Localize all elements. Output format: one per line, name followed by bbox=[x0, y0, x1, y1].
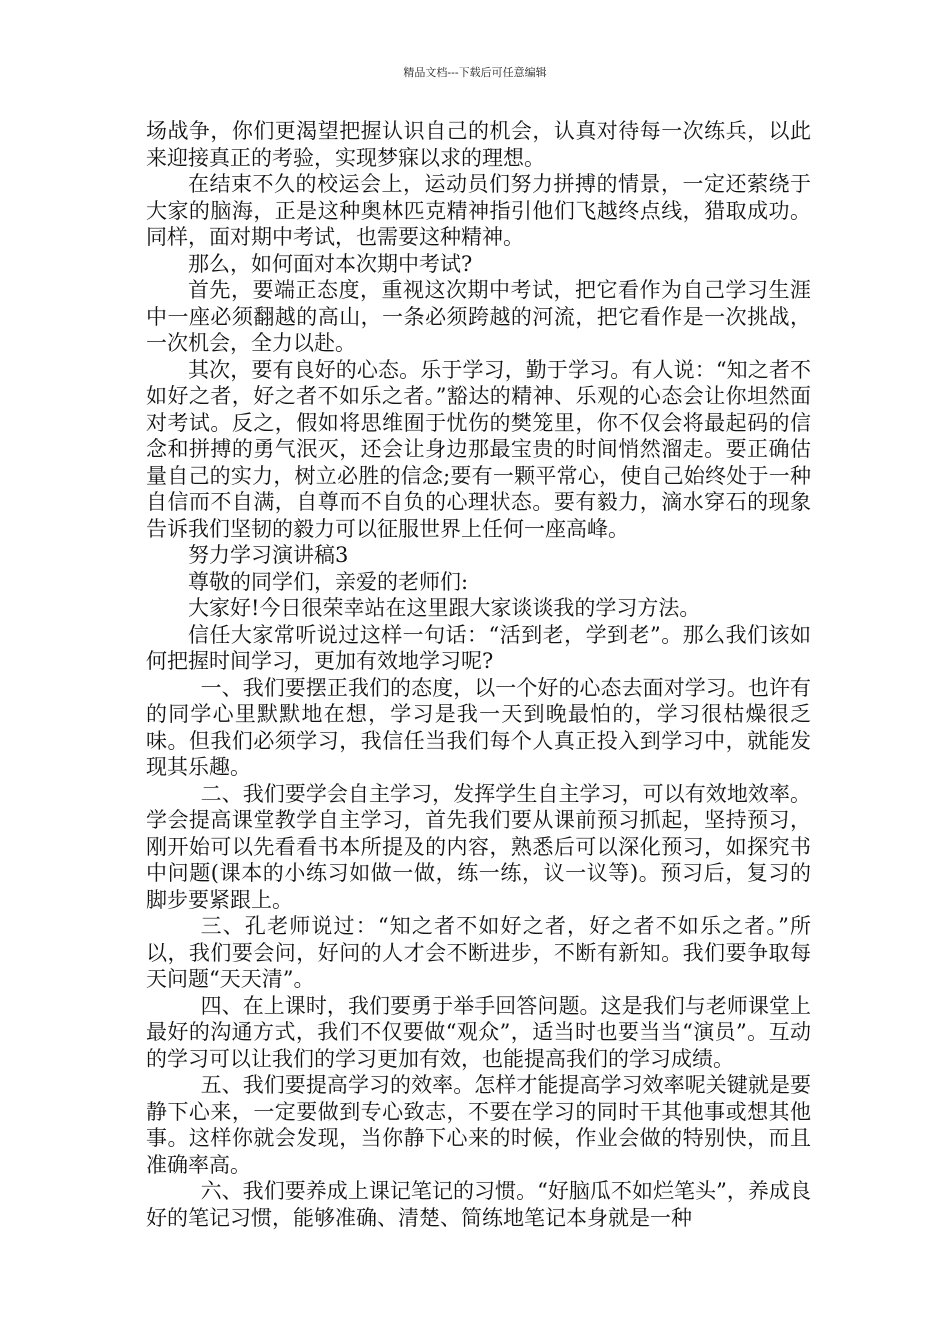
paragraph-continuation: 场战争，你们更渴望把握认识自己的机会，认真对待每一次练兵，以此来迎接真正的考验，实现梦寐以求的理想。 bbox=[146, 119, 811, 170]
page-header: 精品文档---下载后可任意编辑 bbox=[403, 66, 547, 79]
paragraph-hello: 大家好!今日很荣幸站在这里跟大家谈谈我的学习方法。 bbox=[188, 596, 701, 620]
paragraph-point-two: 二、我们要学会自主学习，发挥学生自主学习，可以有效地效率。学会提高课堂教学自主学习，首先我们要从课前预习抓起，坚持预习，刚开始可以先看看书本所提及的内容，熟悉后可以深化预习，如探究书中问题(课本的小练习如做一做，练一练，议一议等)。预习后，复习的脚步要紧跟上。 bbox=[146, 781, 811, 912]
paragraph-first: 首先，要端正态度，重视这次期中考试，把它看作为自己学习生涯中一座必须翻越的高山，一条必须跨越的河流，把它看作是一次挑战，一次机会，全力以赴。 bbox=[146, 278, 811, 355]
paragraph-second: 其次，要有良好的心态。乐于学习，勤于学习。有人说：“知之者不如好之者，好之者不如乐之者。”豁达的精神、乐观的心态会让你坦然面对考试。反之，假如将思维囿于忧伤的樊笼里，你不仅会将最起码的信念和拼搏的勇气泯灭，还会让身边那最宝贵的时间悄然溜走。要正确估量自己的实力，树立必胜的信念;要有一颗平常心，使自己始终处于一种自信而不自满，自尊而不自负的心理状态。要有毅力，滴水穿石的现象告诉我们坚韧的毅力可以征服世界上任何一座高峰。 bbox=[146, 357, 811, 541]
paragraph-intro: 信任大家常听说过这样一句话：“活到老，学到老”。那么我们该如何把握时间学习，更加有效地学习呢? bbox=[146, 622, 811, 673]
paragraph-sports-meet: 在结束不久的校运会上，运动员们努力拼搏的情景，一定还萦绕于大家的脑海，正是这种奥林匹克精神指引他们飞越终点线，猎取成功。同样，面对期中考试，也需要这种精神。 bbox=[146, 172, 811, 249]
document-body bbox=[146, 118, 811, 1231]
paragraph-question: 那么，如何面对本次期中考试? bbox=[188, 251, 473, 276]
paragraph-point-four: 四、在上课时，我们要勇于举手回答问题。这是我们与老师课堂上最好的沟通方式，我们不仅要做“观众”，适当时也要当当“演员”。互动的学习可以让我们的学习更加有效，也能提高我们的学习成绩。 bbox=[146, 993, 811, 1071]
paragraph-point-six: 六、我们要养成上课记笔记的习惯。“好脑瓜不如烂笔头”，养成良好的笔记习惯，能够准确、清楚、简练地笔记本身就是一种 bbox=[146, 1179, 811, 1230]
paragraph-point-three: 三、孔老师说过：“知之者不如好之者，好之者不如乐之者。”所以，我们要会问，好问的人才会不断进步，不断有新知。我们要争取每天问题“天天清”。 bbox=[146, 914, 811, 991]
paragraph-point-five: 五、我们要提高学习的效率。怎样才能提高学习效率呢关键就是要静下心来，一定要做到专心致志，不要在学习的同时干其他事或想其他事。这样你就会发现，当你静下心来的时候，作业会做的特别快，而且准确率高。 bbox=[146, 1073, 811, 1177]
paragraph-greeting: 尊敬的同学们，亲爱的老师们: bbox=[188, 569, 469, 594]
paragraph-point-one: 一、我们要摆正我们的态度，以一个好的心态去面对学习。也许有的同学心里默默地在想，学习是我一天到晚最怕的，学习很枯燥很乏味。但我们必须学习，我信任当我们每个人真正投入到学习中，就能发现其乐趣。 bbox=[146, 675, 811, 779]
section-heading: 努力学习演讲稿3 bbox=[188, 543, 349, 567]
